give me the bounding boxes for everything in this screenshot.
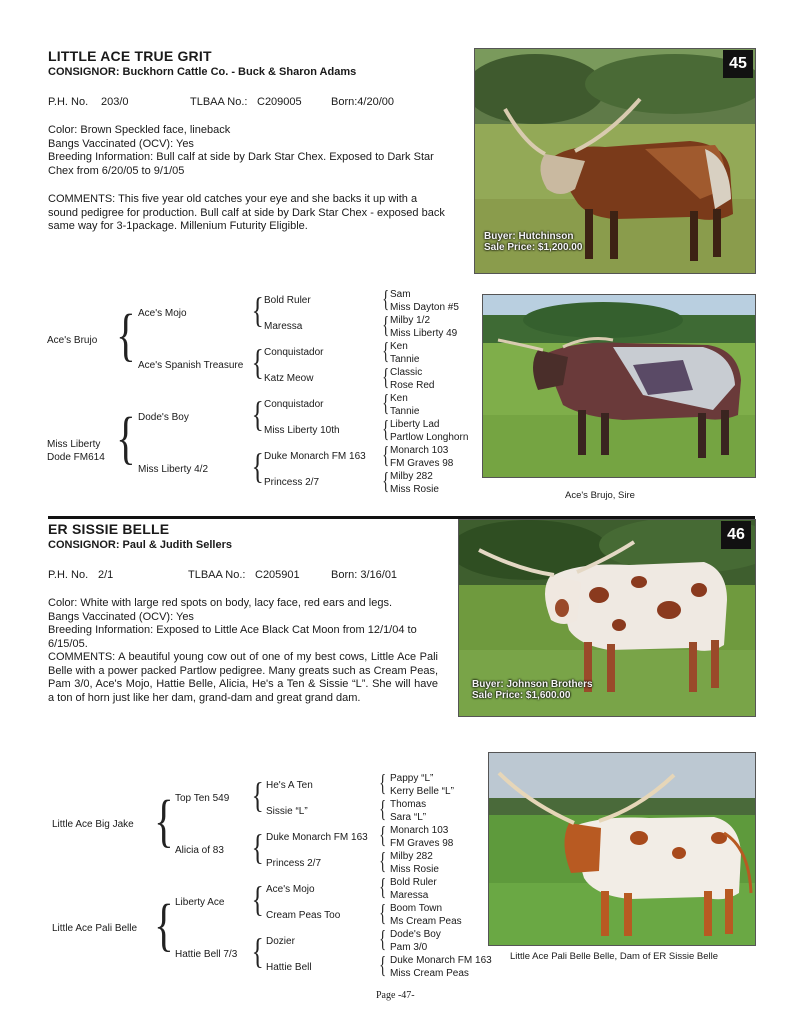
pedigree-brace: { [251,394,264,434]
lot-45-breeding: Breeding Information: Bull calf at side by Dark Star Chex. Exposed to Dark Star Chex from 6/20/05 to 9/1/05 [48,151,434,177]
lot-45-tlbaa-label: TLBAA No.: [190,96,248,108]
pedigree-grandparent: Alicia of 83 [175,845,224,856]
pedigree-brace: { [382,391,390,417]
lot-45-color: Color: Brown Speckled face, lineback [48,124,231,136]
pedigree-sire: Little Ace Big Jake [52,819,134,830]
pedigree-great-grandparent: Sissie “L” [266,806,308,817]
lot-46-consignor: CONSIGNOR: Paul & Judith Sellers [48,539,232,551]
lot-46-breeding: Breeding Information: Exposed to Little Ace Black Cat Moon from 12/1/04 to 6/15/05. [48,624,417,650]
pedigree-gg-grandparent: Monarch 103 [390,825,449,836]
lot-45-ph-value: 203/0 [101,96,129,108]
lot-45-tlbaa-value: C209005 [257,96,302,108]
pedigree-brace: { [382,287,390,313]
pedigree-gg-grandparent: Miss Rosie [390,864,439,875]
lot-46-title: ER SISSIE BELLE [48,521,170,537]
pedigree-brace: { [379,901,387,927]
pedigree-gg-grandparent: Sara “L” [390,812,427,823]
lot-45-buyer-name: Buyer: Hutchinson [484,231,574,242]
dam-caption: Little Ace Pali Belle Belle, Dam of ER Sissie Belle [510,951,719,962]
pedigree-brace: { [379,875,387,901]
pedigree-great-grandparent: Conquistador [264,347,324,358]
pedigree-brace: { [379,823,387,849]
pedigree-brace: { [382,313,390,339]
lot-45-sale-price: Sale Price: $1,200.00 [484,242,583,253]
pedigree-great-grandparent: Bold Ruler [264,295,311,306]
lot-45-consignor: CONSIGNOR: Buckhorn Cattle Co. - Buck & Sharon Adams [48,66,357,78]
pedigree-gg-grandparent: Ms Cream Peas [390,916,462,927]
dam-photo [488,752,756,946]
pedigree-gg-grandparent: Ken [390,393,408,404]
pedigree-brace: { [251,290,264,330]
pedigree-brace: { [116,405,136,470]
pedigree-gg-grandparent: Ken [390,341,408,352]
pedigree-brace: { [379,771,387,797]
lot-45-bangs: Bangs Vaccinated (OCV): Yes [48,137,194,150]
lot-45-buyer [484,231,582,253]
pedigree-gg-grandparent: Miss Cream Peas [390,968,469,979]
pedigree-grandparent: Miss Liberty 4/2 [138,464,209,475]
pedigree-brace: { [154,788,174,853]
lot-45-born: Born:4/20/00 [331,96,394,108]
lot-46-bangs: Bangs Vaccinated (OCV): Yes [48,610,194,623]
pedigree-gg-grandparent: Dode's Boy [390,929,441,940]
pedigree-gg-grandparent: Miss Dayton #5 [390,302,459,313]
pedigree-gg-grandparent: Kerry Belle “L” [390,786,454,797]
sire-caption: Ace's Brujo, Sire [565,490,635,501]
lot-46-buyer [472,679,593,701]
pedigree-grandparent: Dode's Boy [138,412,189,423]
pedigree-gg-grandparent: Rose Red [390,380,435,391]
pedigree-grandparent: Liberty Ace [175,897,225,908]
pedigree-brace: { [154,892,174,957]
pedigree-great-grandparent: Katz Meow [264,373,314,384]
pedigree-great-grandparent: Miss Liberty 10th [264,425,340,436]
pedigree-gg-grandparent: Milby 282 [390,851,433,862]
sire-photo [482,294,756,478]
pedigree-great-grandparent: Dozier [266,936,295,947]
pedigree-grandparent: Ace's Mojo [138,308,187,319]
lot-46-sale-price: Sale Price: $1,600.00 [472,690,571,701]
pedigree-brace: { [379,927,387,953]
pedigree-great-grandparent: Duke Monarch FM 163 [264,451,366,462]
pedigree-brace: { [251,342,264,382]
pedigree-gg-grandparent: Thomas [390,799,427,810]
pedigree-brace: { [251,827,264,867]
pedigree-gg-grandparent: Pam 3/0 [390,942,428,953]
pedigree-gg-grandparent: Tannie [390,406,420,417]
pedigree-great-grandparent: Duke Monarch FM 163 [266,832,368,843]
pedigree-gg-grandparent: Miss Rosie [390,484,439,495]
pedigree-gg-grandparent: Miss Liberty 49 [390,328,458,339]
lot-46-tlbaa-value: C205901 [255,569,300,581]
pedigree-grandparent: Top Ten 549 [175,793,230,804]
pedigree-gg-grandparent: Partlow Longhorn [390,432,469,443]
pedigree-gg-grandparent: Monarch 103 [390,445,449,456]
pedigree-gg-grandparent: Pappy “L” [390,773,434,784]
pedigree-gg-grandparent: Milby 282 [390,471,433,482]
pedigree-gg-grandparent: Duke Monarch FM 163 [390,955,492,966]
lot-46-born: Born: 3/16/01 [331,569,398,581]
pedigree-great-grandparent: Cream Peas Too [266,910,341,921]
pedigree-brace: { [382,365,390,391]
lot-46-comments: COMMENTS: A beautiful young cow out of one of my best cows, Little Ace Pali Belle with a power packed Partlow pedigree. Many greats such as Cream Peas, Pam 3/0, Ace's Mojo, Hattie Belle, Alicia, He's a Ten & Sissie “L”. She will have a ton of horn just like her dam, grand-dam and great grand dam. [48,651,438,704]
lot-46-ph-value: 2/1 [98,569,114,581]
page-number: Page -47- [376,990,415,1001]
pedigree-gg-grandparent: Tannie [390,354,420,365]
lot-45-details [48,124,448,178]
lot-46-ph-label: P.H. No. [48,569,89,581]
lot-45-number-badge: 45 [723,50,753,78]
pedigree-brace: { [379,849,387,875]
pedigree-great-grandparent: He's A Ten [266,780,313,791]
pedigree-brace: { [382,417,390,443]
pedigree-brace: { [251,775,264,815]
pedigree-gg-grandparent: FM Graves 98 [390,838,454,849]
pedigree-brace: { [251,931,264,971]
pedigree-brace: { [251,879,264,919]
cow-photo-red-white-dam [489,753,755,945]
pedigree-gg-grandparent: Sam [390,289,411,300]
pedigree-brace: { [382,443,390,469]
pedigree-brace: { [116,302,136,367]
pedigree-brace: { [379,797,387,823]
lot-45-title: LITTLE ACE TRUE GRIT [48,48,212,64]
pedigree-great-grandparent: Conquistador [264,399,324,410]
lot-46-tlbaa-label: TLBAA No.: [188,569,246,581]
pedigree-great-grandparent: Hattie Bell [266,962,312,973]
pedigree-dam: Little Ace Pali Belle [52,923,138,934]
lot-45-comments: COMMENTS: This five year old catches your eye and she backs it up with a sound pedigree for production. Bull calf at side by Dark Star Chex - exposed back same way for 3-1package. Millenium Futurity Eligible. [48,193,445,232]
pedigree-gg-grandparent: FM Graves 98 [390,458,454,469]
pedigree-gg-grandparent: Boom Town [390,903,443,914]
lot-46-details [48,597,438,705]
lot-46-color: Color: White with large red spots on body, lacy face, red ears and legs. [48,597,393,609]
pedigree-grandparent: Ace's Spanish Treasure [138,360,244,371]
pedigree-gg-grandparent: Maressa [390,890,429,901]
pedigree-brace: { [251,446,264,486]
pedigree-gg-grandparent: Bold Ruler [390,877,437,888]
pedigree-gg-grandparent: Classic [390,367,423,378]
pedigree-brace: { [382,469,390,495]
pedigree-sire: Ace's Brujo [47,335,98,346]
pedigree-grandparent: Hattie Bell 7/3 [175,949,238,960]
pedigree-dam: Miss Liberty Dode FM614 [47,439,105,463]
pedigree-gg-grandparent: Milby 1/2 [390,315,431,326]
pedigree-great-grandparent: Maressa [264,321,303,332]
lot-46-number-badge: 46 [721,521,751,549]
pedigree-gg-grandparent: Liberty Lad [390,419,440,430]
pedigree-brace: { [382,339,390,365]
pedigree-great-grandparent: Princess 2/7 [266,858,322,869]
pedigree-brace: { [379,953,387,979]
lot-45-ph-label: P.H. No. [48,96,89,108]
cow-photo-brindle-sire [483,295,755,477]
pedigree-great-grandparent: Ace's Mojo [266,884,315,895]
lot-46-buyer-name: Buyer: Johnson Brothers [472,679,593,690]
pedigree-great-grandparent: Princess 2/7 [264,477,320,488]
